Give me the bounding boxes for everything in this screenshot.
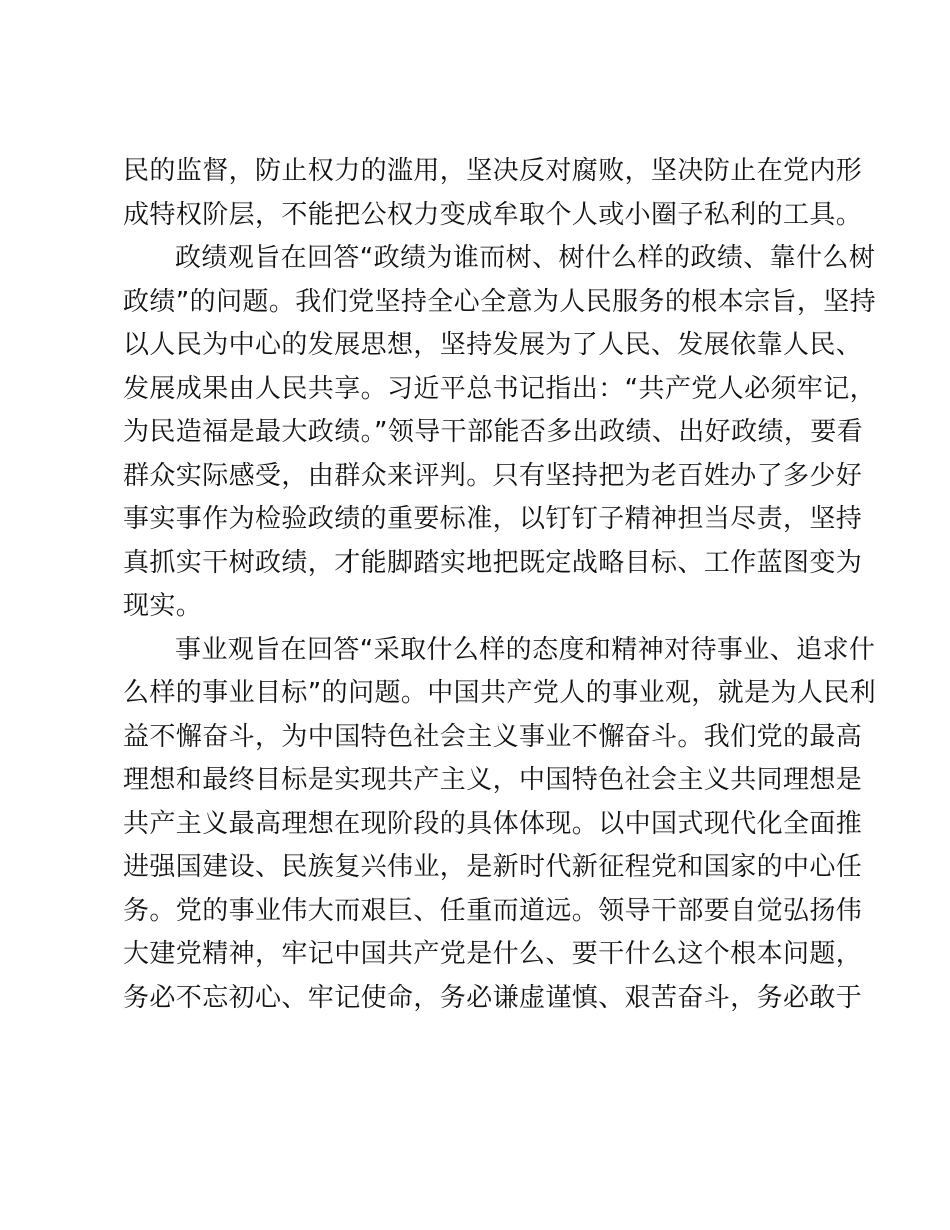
text-line: 发展成果由人民共享。习近平总书记指出：“共产党人必须牢记，: [123, 373, 877, 404]
text-line: 共产主义最高理想在现阶段的具体体现。以中国式现代化全面推: [123, 808, 863, 839]
text-line: 么样的事业目标”的问题。中国共产党人的事业观，就是为人民利: [123, 678, 877, 708]
text-line: 为民造福是最大政绩。”领导干部能否多出政绩、出好政绩，要看: [123, 417, 864, 447]
text-line: 务。党的事业伟大而艰巨、任重而道远。领导干部要自觉弘扬伟: [123, 895, 863, 926]
text-line: 大建党精神，牢记中国共产党是什么、要干什么这个根本问题，: [123, 939, 863, 969]
text-line: 务必不忘初心、牢记使命，务必谦虚谨慎、艰苦奋斗，务必敢于: [123, 982, 863, 1013]
text-line: 真抓实干树政绩，才能脚踏实地把既定战略目标、工作蓝图变为: [123, 547, 863, 578]
text-line: 成特权阶层，不能把公权力变成牟取个人或小圈子私利的工具。: [123, 199, 863, 230]
text-line: 现实。: [123, 591, 203, 621]
text-line: 进强国建设、民族复兴伟业，是新时代新征程党和国家的中心任: [123, 852, 863, 882]
text-line: 民的监督，防止权力的滥用，坚决反对腐败，坚决防止在党内形: [123, 156, 863, 186]
text-line: 益不懈奋斗，为中国特色社会主义事业不懈奋斗。我们党的最高: [123, 721, 863, 752]
text-line: 政绩”的问题。我们党坚持全心全意为人民服务的根本宗旨，坚持: [123, 286, 877, 317]
text-line: 群众实际感受，由群众来评判。只有坚持把为老百姓办了多少好: [123, 460, 863, 491]
paragraph-start-line: 事业观旨在回答“采取什么样的态度和精神对待事业、追求什: [175, 634, 876, 665]
text-line: 以人民为中心的发展思想，坚持发展为了人民、发展依靠人民、: [123, 330, 863, 360]
text-line: 事实事作为检验政绩的重要标准，以钉钉子精神担当尽责，坚持: [123, 504, 863, 534]
document-page: [123, 150, 877, 1020]
paragraph-start-line: 政绩观旨在回答“政绩为谁而树、树什么样的政绩、靠什么树: [175, 243, 876, 273]
text-line: 理想和最终目标是实现共产主义，中国特色社会主义共同理想是: [123, 765, 863, 795]
